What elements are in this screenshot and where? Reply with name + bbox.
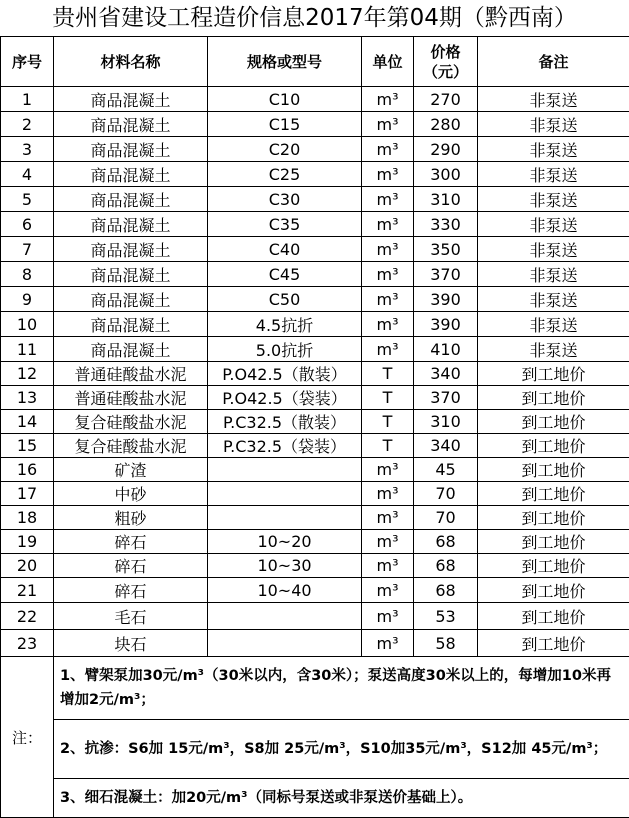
table-row [1, 162, 629, 187]
cell-price: 410 [414, 337, 478, 362]
cell-no: 15 [1, 434, 54, 458]
cell-name: 复合硅酸盐水泥 [54, 434, 208, 458]
table-row [1, 554, 629, 578]
cell-unit: m³ [362, 630, 414, 657]
cell-name: 商品混凝土 [54, 312, 208, 337]
cell-spec [208, 482, 362, 506]
cell-name: 普通硅酸盐水泥 [54, 362, 208, 386]
table-row [1, 458, 629, 482]
cell-no: 13 [1, 386, 54, 410]
cell-remark: 非泵送 [478, 137, 629, 162]
cell-no: 5 [1, 187, 54, 212]
table-row [1, 410, 629, 434]
cell-name: 商品混凝土 [54, 337, 208, 362]
cell-remark: 到工地价 [478, 554, 629, 578]
cell-unit: m³ [362, 554, 414, 578]
table-row [1, 578, 629, 603]
table-row [1, 386, 629, 410]
cell-no: 14 [1, 410, 54, 434]
cell-spec: P.O42.5（散装） [208, 362, 362, 386]
cell-price: 350 [414, 237, 478, 262]
table-row [1, 212, 629, 237]
cell-unit: m³ [362, 337, 414, 362]
cell-spec: C50 [208, 287, 362, 312]
cell-name: 商品混凝土 [54, 187, 208, 212]
cell-remark: 到工地价 [478, 410, 629, 434]
cell-name: 商品混凝土 [54, 137, 208, 162]
cell-unit: m³ [362, 458, 414, 482]
cell-remark: 到工地价 [478, 386, 629, 410]
cell-no: 23 [1, 630, 54, 657]
cell-price: 45 [414, 458, 478, 482]
cell-unit: m³ [362, 187, 414, 212]
cell-no: 18 [1, 506, 54, 530]
table-header [1, 37, 629, 87]
table-row [1, 506, 629, 530]
cell-spec: C10 [208, 87, 362, 112]
note-item-1: 1、臂架泵加30元/m³（30米以内，含30米）；泵送高度30米以上的，每增加10米再增加2元/m³； [54, 657, 629, 720]
cell-no: 16 [1, 458, 54, 482]
cell-name: 商品混凝土 [54, 87, 208, 112]
notes-section [1, 657, 629, 818]
cell-remark: 非泵送 [478, 112, 629, 137]
cell-remark: 到工地价 [478, 630, 629, 657]
cell-remark: 非泵送 [478, 262, 629, 287]
cell-spec: P.C32.5（袋装） [208, 434, 362, 458]
cell-price: 58 [414, 630, 478, 657]
cell-unit: m³ [362, 578, 414, 603]
cell-remark: 到工地价 [478, 530, 629, 554]
table-row [1, 630, 629, 657]
cell-name: 商品混凝土 [54, 212, 208, 237]
table-row [1, 262, 629, 287]
cell-unit: m³ [362, 482, 414, 506]
cell-no: 19 [1, 530, 54, 554]
table-body [1, 87, 629, 657]
cell-name: 商品混凝土 [54, 262, 208, 287]
cell-name: 粗砂 [54, 506, 208, 530]
table-row [1, 312, 629, 337]
cell-price: 310 [414, 410, 478, 434]
cell-spec: 10~20 [208, 530, 362, 554]
cell-unit: m³ [362, 112, 414, 137]
header-spec: 规格或型号 [208, 37, 362, 87]
cell-no: 9 [1, 287, 54, 312]
cell-spec: C30 [208, 187, 362, 212]
header-remark: 备注 [478, 37, 629, 87]
cell-unit: m³ [362, 237, 414, 262]
cell-spec: 10~30 [208, 554, 362, 578]
cell-no: 6 [1, 212, 54, 237]
cell-name: 碎石 [54, 530, 208, 554]
cell-name: 碎石 [54, 554, 208, 578]
page-title: 贵州省建设工程造价信息2017年第04期（黔西南） [0, 0, 629, 36]
cell-price: 70 [414, 482, 478, 506]
cell-name: 商品混凝土 [54, 287, 208, 312]
cell-unit: m³ [362, 212, 414, 237]
cell-remark: 非泵送 [478, 87, 629, 112]
cell-remark: 到工地价 [478, 362, 629, 386]
cell-price: 290 [414, 137, 478, 162]
cell-price: 310 [414, 187, 478, 212]
cell-remark: 到工地价 [478, 434, 629, 458]
cell-name: 商品混凝土 [54, 162, 208, 187]
table-row [1, 337, 629, 362]
header-unit: 单位 [362, 37, 414, 87]
cell-unit: m³ [362, 530, 414, 554]
cell-spec: 10~40 [208, 578, 362, 603]
note-item-3: 3、细石混凝土：加20元/m³（同标号泵送或非泵送价基础上）。 [54, 779, 629, 818]
header-no: 序号 [1, 37, 54, 87]
cell-price: 300 [414, 162, 478, 187]
cell-price: 340 [414, 434, 478, 458]
table-row [1, 187, 629, 212]
cell-remark: 非泵送 [478, 287, 629, 312]
cell-price: 270 [414, 87, 478, 112]
header-name: 材料名称 [54, 37, 208, 87]
cell-remark: 非泵送 [478, 187, 629, 212]
cell-price: 68 [414, 578, 478, 603]
table-row [1, 362, 629, 386]
cell-price: 68 [414, 530, 478, 554]
cell-unit: T [362, 434, 414, 458]
table-row [1, 530, 629, 554]
table-row [1, 237, 629, 262]
cell-price: 340 [414, 362, 478, 386]
cell-spec: C25 [208, 162, 362, 187]
header-price [414, 37, 478, 87]
cell-unit: m³ [362, 262, 414, 287]
table-row [1, 112, 629, 137]
cell-no: 21 [1, 578, 54, 603]
cell-price: 330 [414, 212, 478, 237]
cell-unit: T [362, 410, 414, 434]
cell-name: 碎石 [54, 578, 208, 603]
table-row [1, 482, 629, 506]
table-row [1, 87, 629, 112]
cell-remark: 到工地价 [478, 458, 629, 482]
cell-price: 280 [414, 112, 478, 137]
table-row [1, 287, 629, 312]
cell-name: 矿渣 [54, 458, 208, 482]
cell-remark: 非泵送 [478, 162, 629, 187]
cell-unit: m³ [362, 603, 414, 630]
cell-no: 1 [1, 87, 54, 112]
cell-name: 商品混凝土 [54, 112, 208, 137]
cell-remark: 到工地价 [478, 482, 629, 506]
cell-spec [208, 458, 362, 482]
cell-no: 8 [1, 262, 54, 287]
cell-name: 块石 [54, 630, 208, 657]
header-price-line2: （元） [414, 62, 477, 82]
cell-price: 390 [414, 287, 478, 312]
notes-label: 注： [1, 657, 54, 818]
cell-no: 11 [1, 337, 54, 362]
header-price-line1: 价格 [414, 42, 477, 62]
cell-spec [208, 630, 362, 657]
cell-name: 毛石 [54, 603, 208, 630]
cell-spec: P.O42.5（袋装） [208, 386, 362, 410]
cell-remark: 非泵送 [478, 312, 629, 337]
cell-unit: m³ [362, 162, 414, 187]
cell-spec: 4.5抗折 [208, 312, 362, 337]
cell-price: 390 [414, 312, 478, 337]
cell-name: 中砂 [54, 482, 208, 506]
cell-spec: C20 [208, 137, 362, 162]
note-item-2: 2、抗渗：S6加 15元/m³，S8加 25元/m³，S10加35元/m³，S12加 45元/m³； [54, 720, 629, 779]
cell-name: 普通硅酸盐水泥 [54, 386, 208, 410]
cell-remark: 非泵送 [478, 237, 629, 262]
cell-spec: P.C32.5（散装） [208, 410, 362, 434]
cell-spec: C40 [208, 237, 362, 262]
cell-price: 68 [414, 554, 478, 578]
cell-remark: 到工地价 [478, 506, 629, 530]
cell-price: 370 [414, 386, 478, 410]
cell-unit: T [362, 362, 414, 386]
price-table [0, 36, 629, 818]
cell-no: 12 [1, 362, 54, 386]
cell-name: 复合硅酸盐水泥 [54, 410, 208, 434]
cell-spec: C15 [208, 112, 362, 137]
cell-no: 4 [1, 162, 54, 187]
cell-spec [208, 603, 362, 630]
cell-no: 3 [1, 137, 54, 162]
cell-unit: m³ [362, 287, 414, 312]
cell-unit: T [362, 386, 414, 410]
cell-unit: m³ [362, 137, 414, 162]
cell-spec: 5.0抗折 [208, 337, 362, 362]
cell-unit: m³ [362, 506, 414, 530]
cell-spec: C35 [208, 212, 362, 237]
cell-no: 22 [1, 603, 54, 630]
cell-remark: 非泵送 [478, 337, 629, 362]
cell-remark: 非泵送 [478, 212, 629, 237]
cell-spec [208, 506, 362, 530]
cell-unit: m³ [362, 87, 414, 112]
table-row [1, 603, 629, 630]
cell-spec: C45 [208, 262, 362, 287]
cell-price: 70 [414, 506, 478, 530]
cell-no: 10 [1, 312, 54, 337]
cell-no: 7 [1, 237, 54, 262]
cell-price: 370 [414, 262, 478, 287]
cell-no: 20 [1, 554, 54, 578]
cell-no: 2 [1, 112, 54, 137]
cell-remark: 到工地价 [478, 603, 629, 630]
cell-no: 17 [1, 482, 54, 506]
cell-unit: m³ [362, 312, 414, 337]
cell-remark: 到工地价 [478, 578, 629, 603]
cell-price: 53 [414, 603, 478, 630]
cell-name: 商品混凝土 [54, 237, 208, 262]
table-row [1, 137, 629, 162]
table-row [1, 434, 629, 458]
